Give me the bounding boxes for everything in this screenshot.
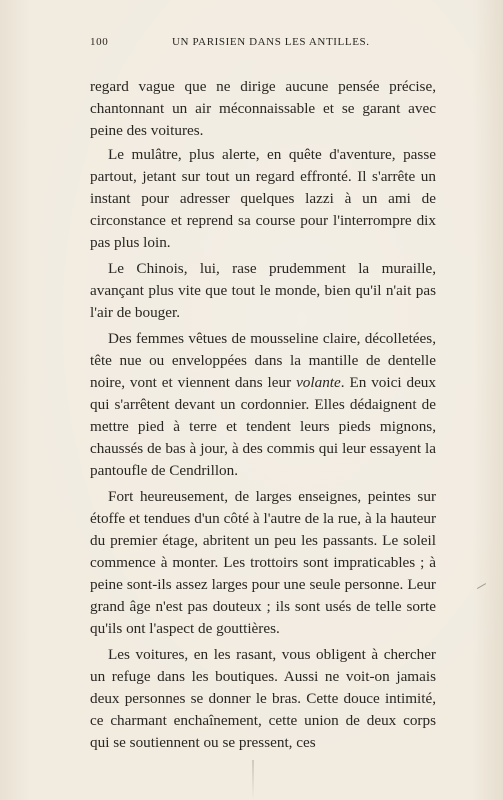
page-fold-mark (252, 760, 254, 800)
paragraph-voitures: Les voitures, en les rasant, vous obligent à chercher un refuge dans les boutiques. Aussi ne voit-on jamais deux personnes se donner le bras. Cette douce intimité, ce charmant enchaînement, cette union de deux corps qui se soutiennent ou se pressent, ces (90, 646, 436, 751)
page-header (90, 36, 436, 52)
paragraph-continuation: regard vague que ne dirige aucune pensée précise, chantonnant un air méconnaissable et se garant avec peine des voitures. (90, 78, 436, 139)
paragraph-enseignes: Fort heureusement, de larges enseignes, peintes sur étoffe et tendues d'un côté à l'autre de la rue, à la hauteur du premier étage, abritent un peu les passants. Le soleil commence à monter. Les trottoirs sont impraticables ; à peine sont-ils assez larges pour une seule personne. Leur grand âge n'est pas douteux ; ils sont usés de telle sorte qu'ils ont l'aspect de gouttières. (90, 488, 436, 637)
page-edge-mark (474, 578, 486, 589)
running-title: UN PARISIEN DANS LES ANTILLES. (172, 36, 370, 48)
body-text (90, 76, 436, 758)
paragraph-femmes-part1: Des femmes vêtues de mousseline claire, décolletées, tête nue ou enveloppées dans la mantille de dentelle noire, vont et viennent dans leur (90, 330, 436, 391)
page-number: 100 (90, 36, 109, 48)
paragraph-femmes (90, 328, 436, 482)
paragraph-femmes-part2: . En voici deux qui s'arrêtent devant un cordonnier. Elles dédaignent de mettre pied à terre et tendent leurs pieds mignons, chaussés de bas à jour, à des commis qui leur essayent la pantoufle de Cendrillon. (90, 374, 436, 479)
italic-word-volante: volante (296, 374, 341, 391)
paragraph-chinois: Le Chinois, lui, rase prudemment la muraille, avançant plus vite que tout le monde, bien qu'il n'ait pas l'air de bouger. (90, 260, 436, 321)
paragraph-mulatre: Le mulâtre, plus alerte, en quête d'aventure, passe partout, jetant sur tout un regard effronté. Il s'arrête un instant pour adresser quelques lazzi à un ami de circonstance et reprend sa course pour l'interrompre dix pas plus loin. (90, 146, 436, 251)
